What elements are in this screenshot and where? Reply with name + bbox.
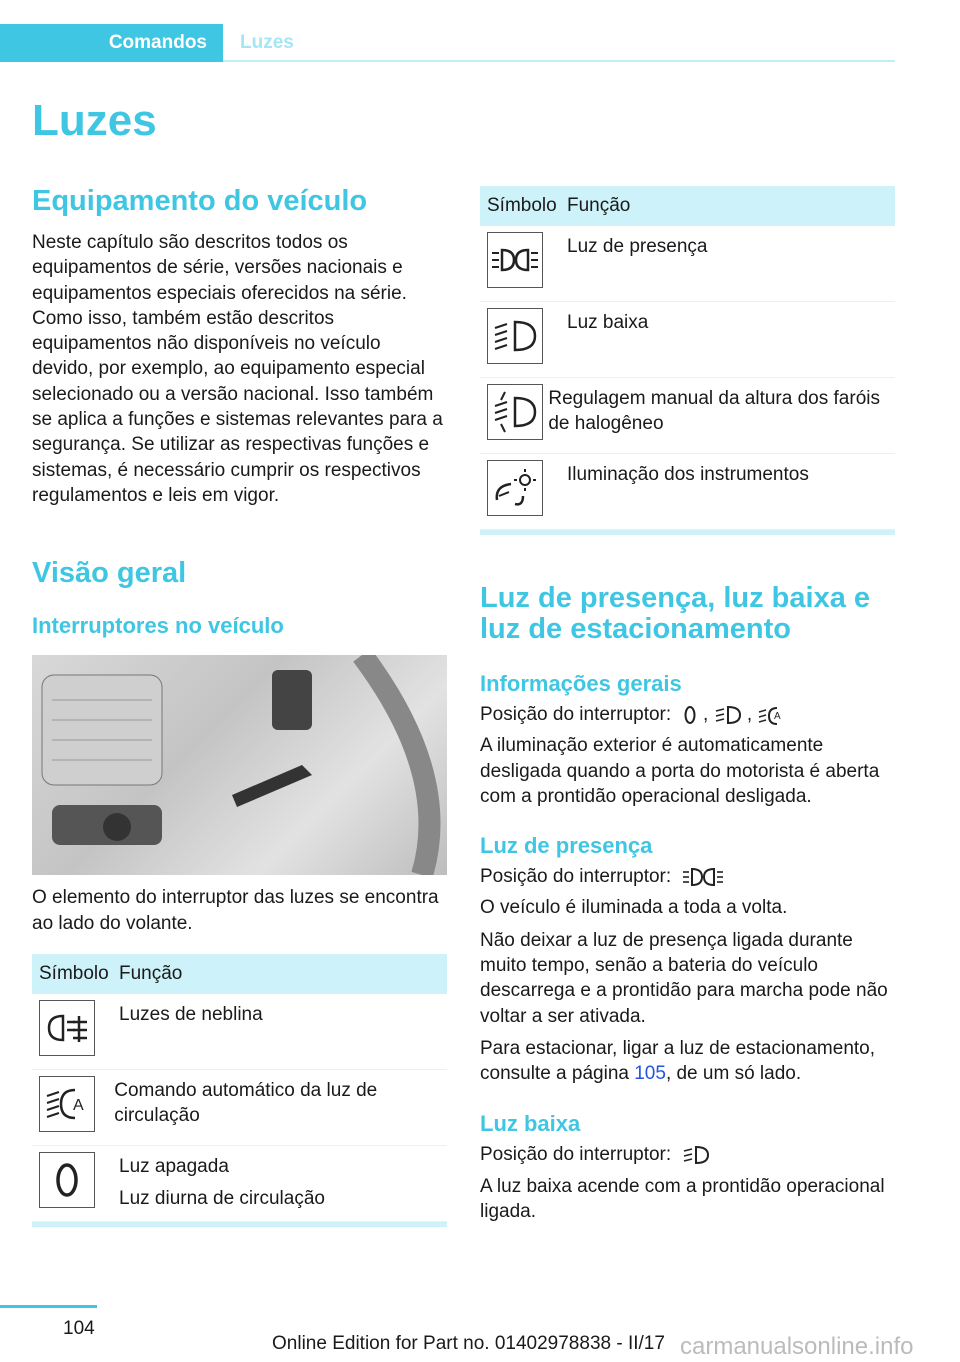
- baixa-paragraph: A luz baixa acende com a prontidão operacional ligada.: [480, 1175, 885, 1223]
- fog-light-icon: [39, 1000, 95, 1056]
- table-row: [32, 1070, 447, 1146]
- col-symbol: Símbolo: [39, 962, 109, 984]
- header-section: Comandos: [0, 24, 223, 62]
- low-beam-icon: [487, 308, 543, 364]
- info-switch-position: Posição do interruptor: , , A: [480, 702, 895, 727]
- svg-text:A: A: [774, 710, 782, 722]
- function-text: Luz diurna de circulação: [119, 1188, 325, 1210]
- svg-text:A: A: [73, 1096, 84, 1114]
- table-end-bar: [480, 530, 895, 535]
- page-link-105[interactable]: 105: [634, 1063, 666, 1085]
- instrument-lighting-icon: [487, 460, 543, 516]
- table-row: [480, 378, 895, 454]
- function-text: Comando automático da luz de circulação: [114, 1079, 378, 1127]
- low-beam-icon: [682, 1144, 710, 1166]
- function-text: Regulagem manual da altura dos faróis de halogêneo: [548, 388, 880, 435]
- edition-note: Online Edition for Part no. 01402978838 - II/17: [272, 1333, 665, 1354]
- col-symbol: Símbolo: [487, 195, 557, 216]
- function-text: Luzes de neblina: [119, 1003, 263, 1025]
- table-end-bar: [32, 1222, 447, 1227]
- table-row: [32, 1146, 447, 1222]
- watermark: carmanualsonline.info: [680, 1333, 914, 1360]
- info-paragraph: A iluminação exterior é automaticamente desligada quando a porta do motorista é aberta com a prontidão operacional desligada.: [480, 735, 880, 807]
- left-symbol-table: [32, 954, 447, 1227]
- table-header: [32, 954, 447, 994]
- heading-luz-presenca-main: Luz de presença, luz baixa e luz de estacionamento: [480, 582, 871, 645]
- heading-visao-geral: Visão geral: [32, 557, 187, 590]
- col-function: Função: [567, 195, 631, 216]
- presenca-paragraph-2: Não deixar a luz de presença ligada durante muito tempo, senão a bateria do veículo descarrega e a prontidão para marcha pode não voltar a ser ativada.: [480, 929, 888, 1027]
- table-row: [32, 994, 447, 1070]
- lights-off-icon: [39, 1152, 95, 1208]
- heading-interruptores: Interruptores no veículo: [32, 613, 284, 639]
- footer-divider: [0, 1305, 97, 1308]
- page-number: 104: [63, 1318, 95, 1339]
- function-text: Luz apagada: [119, 1155, 229, 1177]
- right-symbol-table: [480, 186, 895, 535]
- header-divider: [223, 60, 895, 62]
- table-row: [480, 226, 895, 302]
- table-row: [480, 302, 895, 378]
- presenca-paragraph-3: Para estacionar, ligar a luz de estacionamento, consulte a página 105, de um só lado.: [480, 1037, 876, 1085]
- parking-light-icon: [487, 232, 543, 288]
- table-header: [480, 186, 895, 226]
- heading-informacoes-gerais: Informações gerais: [480, 671, 682, 696]
- left-column: [32, 186, 447, 1227]
- presenca-paragraph-1: O veículo é iluminada a toda a volta.: [480, 897, 788, 919]
- auto-headlight-icon: [39, 1076, 95, 1132]
- function-text: Luz baixa: [567, 312, 649, 333]
- low-beam-icon: [714, 704, 742, 726]
- table-row: [480, 454, 895, 530]
- presenca-switch-position: Posição do interruptor:: [480, 864, 895, 889]
- baixa-switch-position: Posição do interruptor:: [480, 1142, 895, 1167]
- paragraph-equipamento: Neste capítulo são descritos todos os equipamentos de série, versões nacionais e equipamentos especiais oferecidos na série. Como isso, também estão descritos equipamentos não disponíveis no veículo devido, por exemplo, ao equipamento especial selecionado ou a versão nacional. Isso também se aplica a funções e sistemas relevantes para a segurança. Se utilizar as respectivas funções e sistemas, é necessário cumprir os respectivos regulamentos e leis em vigor.: [32, 232, 443, 506]
- function-text: Luz de presença: [567, 236, 708, 257]
- photo-caption: O elemento do interruptor das luzes se encontra ao lado do volante.: [32, 887, 439, 934]
- heading-luz-presenca: Luz de presença: [480, 833, 653, 859]
- right-column: [480, 186, 895, 1224]
- page-title: Luzes: [32, 96, 157, 145]
- parking-light-icon: [682, 866, 724, 888]
- lights-off-icon: [682, 704, 698, 726]
- function-text: Iluminação dos instrumentos: [567, 464, 809, 485]
- col-function: Função: [119, 962, 183, 984]
- headlight-range-icon: [487, 384, 543, 440]
- dashboard-illustration: [32, 655, 447, 875]
- heading-luz-baixa: Luz baixa: [480, 1110, 581, 1136]
- header-subsection: Luzes: [240, 32, 294, 53]
- heading-equipamento: Equipamento do veículo: [32, 185, 368, 217]
- switch-photo: [32, 655, 447, 875]
- auto-headlight-icon: [757, 704, 783, 726]
